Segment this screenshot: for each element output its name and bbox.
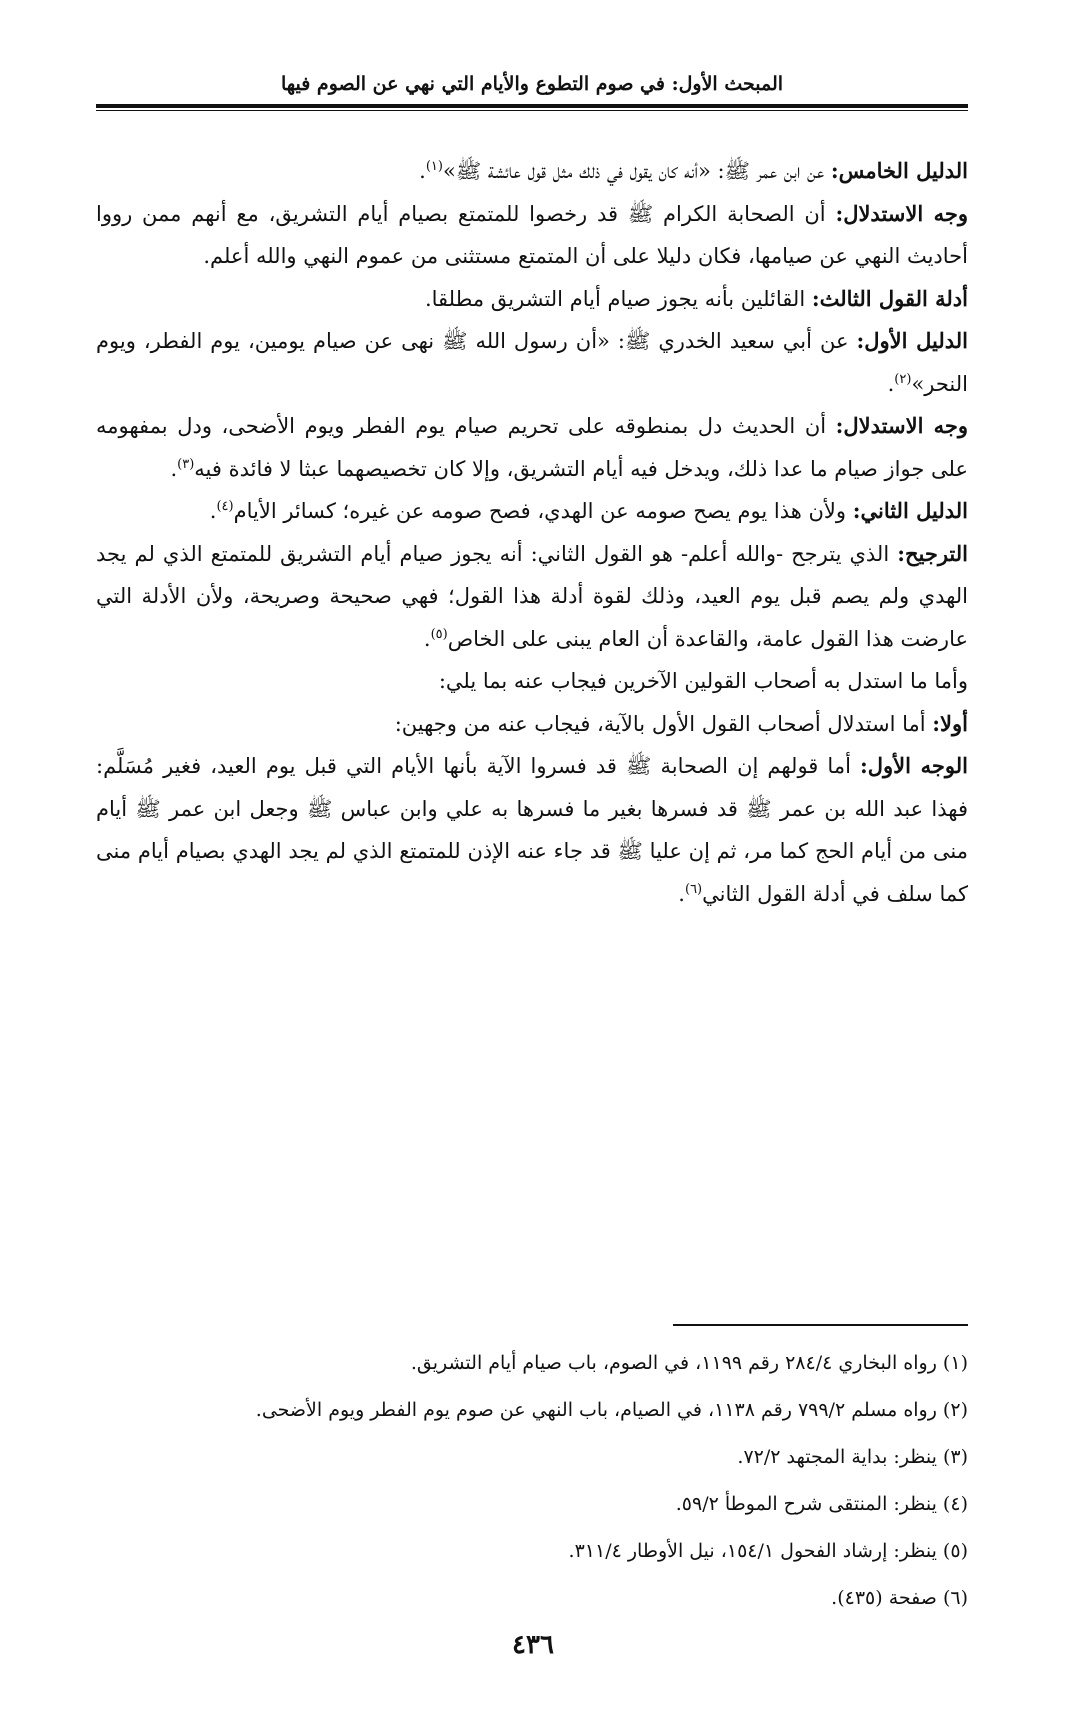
footnote-separator bbox=[673, 1324, 968, 1326]
paragraph bbox=[96, 745, 968, 915]
paragraph-lead: الدليل الخامس: bbox=[830, 158, 968, 183]
paragraph bbox=[96, 278, 968, 321]
paragraph-text: الذي يترجح -والله أعلم- هو القول الثاني: أنه يجوز صيام أيام التشريق للمتمتع الذي لم يجد الهدي ولم يصم قبل يوم العيد، وذلك لقوة أدلة هذا القول؛ فهي صحيحة وصريحة، ولأن الأدلة التي عارضت هذا القول عامة، والقاعدة أن العام يبنى على الخاص bbox=[96, 541, 968, 651]
paragraph-text: أن الصحابة الكرام ﷺ قد رخصوا للمتمتع بصيام أيام التشريق، مع أنهم ممن رووا أحاديث النهي عن صيامها، فكان دليلا على أن المتمتع مستثنى من عموم النهي والله أعلم. bbox=[96, 201, 968, 268]
paragraph bbox=[96, 405, 968, 490]
paragraph-tail: . bbox=[678, 881, 685, 906]
paragraph-tail: . bbox=[423, 626, 431, 651]
paragraph-lead: الوجه الأول: bbox=[860, 753, 968, 778]
paragraph-text: القائلين بأنه يجوز صيام أيام التشريق مطلقا. bbox=[424, 286, 812, 311]
footnote: (١) رواه البخاري ٢٨٤/٤ رقم ١١٩٩، في الصوم، باب صيام أيام التشريق. bbox=[410, 1352, 968, 1374]
header-rule bbox=[96, 104, 968, 108]
paragraph-text: أما قولهم إن الصحابة ﷺ قد فسروا الآية بأنها الأيام التي قبل يوم العيد، فغير مُسَلَّم: فهذا عبد الله بن عمر ﷺ قد فسرها بغير ما فسرها به علي وابن عباس ﷺ وجعل ابن عمر ﷺ أيام منى من أيام الحج كما مر، ثم إن عليا ﷺ قد جاء عنه الإذن للمتمتع الذي لم يجد الهدي بصيام أيام منى كما سلف في أدلة القول الثاني bbox=[96, 754, 968, 906]
footnote: (٣) ينظر: بداية المجتهد ٧٢/٢. bbox=[737, 1446, 968, 1468]
paragraph-lead: وجه الاستدلال: bbox=[835, 200, 969, 226]
paragraph-lead: الدليل الثاني: bbox=[852, 498, 968, 523]
paragraph bbox=[96, 660, 968, 703]
paragraph bbox=[96, 703, 968, 746]
footnote: (٤) ينظر: المنتقى شرح الموطأ ٥٩/٢. bbox=[675, 1493, 968, 1515]
paragraph-tail: . bbox=[170, 456, 178, 481]
paragraph bbox=[96, 320, 968, 405]
paragraph bbox=[96, 490, 968, 533]
paragraph bbox=[96, 193, 968, 278]
paragraph-text: عن أبي سعيد الخدري ﷺ: «أن رسول الله ﷺ نهى عن صيام يومين، يوم الفطر، ويوم النحر» bbox=[96, 329, 968, 396]
paragraph-lead: الدليل الأول: bbox=[856, 328, 968, 353]
footnotes bbox=[120, 1340, 968, 1622]
page-number: ٤٣٦ bbox=[512, 1630, 554, 1660]
body-text bbox=[96, 150, 968, 915]
footnote-ref: (٦) bbox=[684, 881, 703, 897]
paragraph-text: أما استدلال أصحاب القول الأول بالآية، فيجاب عنه من وجهين: bbox=[394, 711, 933, 736]
paragraph-text: عن ابن عمر ﷺ: «أنه كان يقول في ذلك مثل قول عائشة ﷺ» bbox=[442, 159, 831, 183]
footnote-ref: (٥) bbox=[430, 626, 448, 642]
paragraph bbox=[96, 150, 968, 193]
footnote: (٦) صفحة (٤٣٥). bbox=[831, 1587, 968, 1609]
paragraph-text: ولأن هذا يوم يصح صومه عن الهدي، فصح صومه عن غيره؛ كسائر الأيام bbox=[233, 499, 853, 523]
footnote-ref: (١) bbox=[425, 159, 443, 174]
paragraph-lead: وجه الاستدلال: bbox=[835, 413, 968, 438]
paragraph-lead: الترجيح: bbox=[897, 540, 968, 566]
paragraph-tail: . bbox=[419, 159, 426, 183]
paragraph-text: أن الحديث دل بمنطوقه على تحريم صيام يوم الفطر ويوم الأضحى، ودل بمفهومه على جواز صيام ما عدا ذلك، ويدخل فيه أيام التشريق، وإلا كان تخصيصهما عبثا لا فائدة فيه bbox=[96, 414, 968, 481]
paragraph-lead: أدلة القول الثالث: bbox=[811, 285, 968, 311]
running-header: المبحث الأول: في صوم التطوع والأيام التي نهي عن الصوم فيها bbox=[280, 73, 784, 95]
paragraph-lead: أولا: bbox=[932, 710, 968, 736]
header-rule-thin bbox=[96, 110, 968, 111]
footnote-ref: (٤) bbox=[216, 499, 234, 514]
footnote-ref: (٢) bbox=[894, 371, 912, 387]
footnote: (٢) رواه مسلم ٧٩٩/٢ رقم ١١٣٨، في الصيام، باب النهي عن صوم يوم الفطر ويوم الأضحى. bbox=[255, 1399, 968, 1421]
footnote: (٥) ينظر: إرشاد الفحول ١٥٤/١، نيل الأوطار ٣١١/٤. bbox=[568, 1540, 968, 1562]
paragraph bbox=[96, 533, 968, 661]
paragraph-tail: . bbox=[209, 499, 217, 523]
footnote-ref: (٣) bbox=[177, 456, 195, 472]
paragraph-tail: . bbox=[887, 371, 895, 396]
paragraph-text: وأما ما استدل به أصحاب القولين الآخرين فيجاب عنه بما يلي: bbox=[438, 669, 968, 693]
